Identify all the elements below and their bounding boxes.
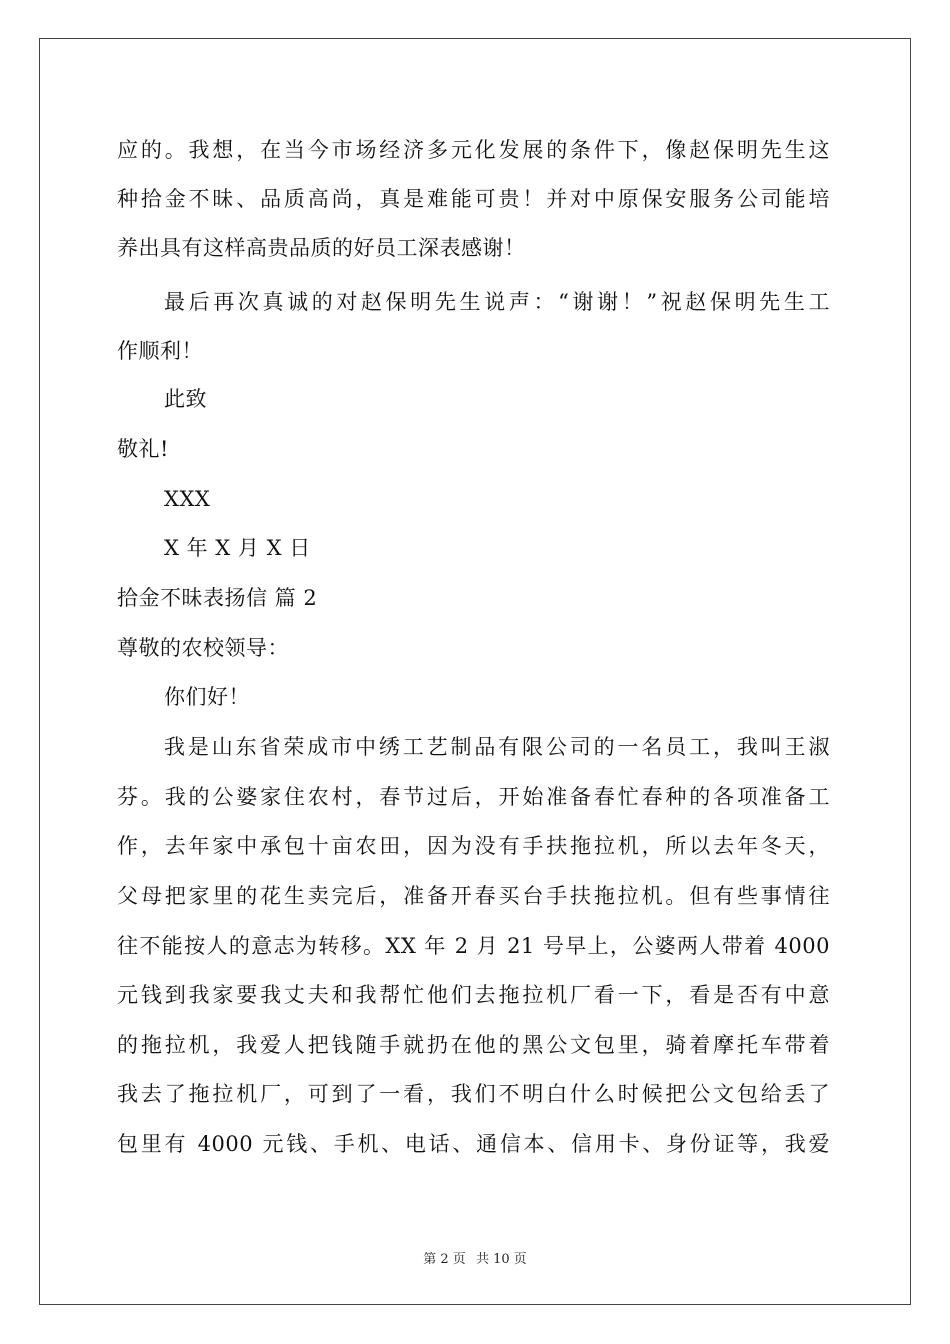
text-line-1: 应的。我想，在当今市场经济多元化发展的条件下，像赵保明先生这 <box>117 138 830 162</box>
text-line-17: 往不能按人的意志为转移。XX 年 2 月 21 号早上，公婆两人带着 4000 <box>117 934 830 958</box>
text-line-14: 芬。我的公婆家住农村，春节过后，开始准备春忙春种的各项准备工 <box>117 785 830 809</box>
text-line-13: 我是山东省荣成市中绣工艺制品有限公司的一名员工，我叫王淑 <box>164 735 830 759</box>
closing-salutation: 此致 <box>164 387 207 411</box>
text-line-19: 的拖拉机，我爱人把钱随手就扔在他的黑公文包里，骑着摩托车带着 <box>117 1033 830 1057</box>
section-title: 拾金不昧表扬信 篇 2 <box>117 586 318 610</box>
page-total: 共 10 页 <box>475 1252 527 1267</box>
text-line-4: 最后再次真诚的对赵保明先生说声：“谢谢！”祝赵保明先生工 <box>164 290 830 314</box>
text-line-16: 父母把家里的花生卖完后，准备开春买台手扶拖拉机。但有些事情往 <box>117 884 830 908</box>
text-line-5: 作顺利！ <box>117 339 203 363</box>
text-line-15: 作，去年家中承包十亩农田，因为没有手扶拖拉机，所以去年冬天， <box>117 834 830 858</box>
closing-respect: 敬礼! <box>117 437 169 461</box>
text-line-3: 养出具有这样高贵品质的好员工深表感谢！ <box>117 236 526 260</box>
page-number: 第 2 页 <box>423 1252 466 1267</box>
text-line-18: 元钱到我家要我丈夫和我帮忙他们去拖拉机厂看一下，看是否有中意 <box>117 983 830 1007</box>
letter-greeting: 尊敬的农校领导： <box>117 636 289 660</box>
text-line-2: 种拾金不昧、品质高尚，真是难能可贵！并对中原保安服务公司能培 <box>117 187 830 211</box>
text-line-21: 包里有 4000 元钱、手机、电话、通信本、信用卡、身份证等，我爱 <box>117 1132 830 1156</box>
letter-hello: 你们好！ <box>164 685 250 709</box>
date-line: X 年 X 月 X 日 <box>164 536 311 560</box>
page-footer <box>0 1248 950 1267</box>
text-line-20: 我去了拖拉机厂，可到了一看，我们不明白什么时候把公文包给丢了 <box>117 1082 830 1106</box>
signature: XXX <box>164 487 211 511</box>
page-border <box>39 38 911 1305</box>
